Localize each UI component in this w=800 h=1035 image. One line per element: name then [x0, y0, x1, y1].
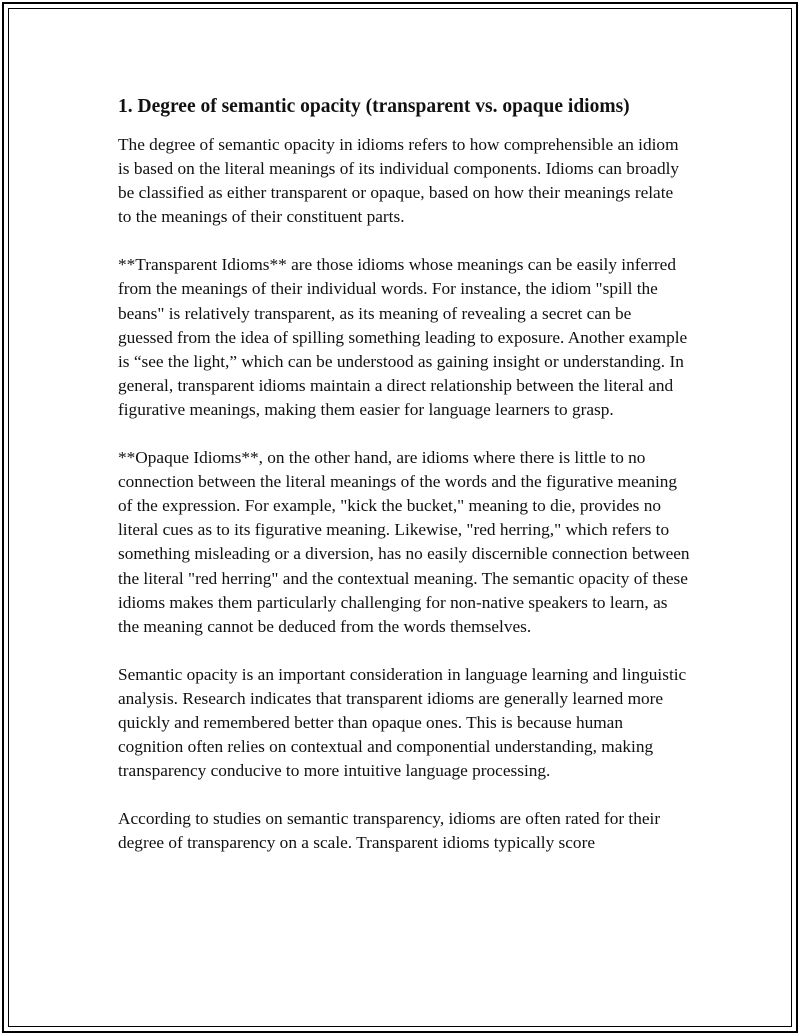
document-body: [118, 94, 690, 879]
paragraph-intro: The degree of semantic opacity in idioms refers to how comprehensible an idiom is based on the literal meanings of its individual components. Idioms can broadly be classified as either transparent or opaque, based on how their meanings relate to the meanings of their constituent parts.: [118, 135, 680, 227]
paragraph-transparency-studies: According to studies on semantic transparency, idioms are often rated for their degree of transparency on a scale. Transparent idioms typically score: [118, 809, 661, 853]
section-heading: 1. Degree of semantic opacity (transparent vs. opaque idioms): [118, 96, 630, 117]
paragraph-opaque-idioms: **Opaque Idioms**, on the other hand, are idioms where there is little to no connection between the literal meanings of the words and the figurative meaning of the expression. For example, "kick the bucket," meaning to die, provides no literal cues as to its figurative meaning. Likewise, "red herring," which refers to something misleading or a diversion, has no easily discernible connection between the literal "red herring" and the contextual meaning. The semantic opacity of these idioms makes them particularly challenging for non-native speakers to learn, as the meaning cannot be deduced from the words themselves.: [118, 448, 690, 636]
paragraph-transparent-idioms: **Transparent Idioms** are those idioms whose meanings can be easily inferred from the meanings of their individual words. For instance, the idiom "spill the beans" is relatively transparent, as its meaning of revealing a secret can be guessed from the idea of spilling something leading to exposure. Another example is “see the light,” which can be understood as gaining insight or understanding. In general, transparent idioms maintain a direct relationship between the literal and figurative meanings, making them easier for language learners to grasp.: [118, 255, 688, 419]
paragraph-language-learning: Semantic opacity is an important consideration in language learning and linguistic analysis. Research indicates that transparent idioms are generally learned more quickly and remembered better than opaque ones. This is because human cognition often relies on contextual and componential understanding, making transparency conducive to more intuitive language processing.: [118, 664, 687, 781]
